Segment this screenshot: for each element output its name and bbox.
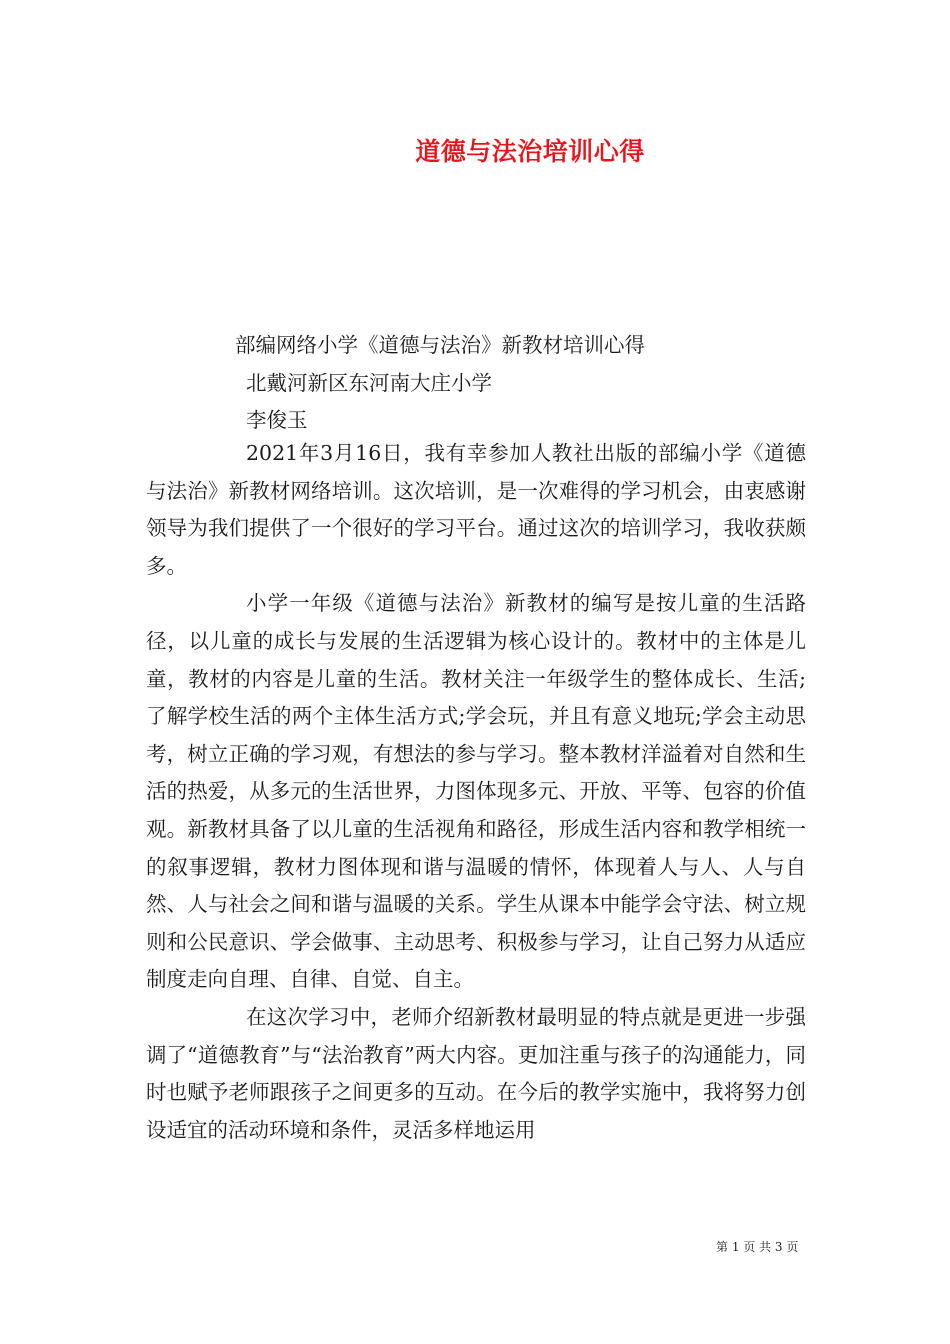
author-name: 李俊玉 [246,408,308,432]
article-body [146,435,806,1149]
paragraph: 在这次学习中，老师介绍新教材最明显的特点就是更进一步强调了“道德教育”与“法治教育”两大内容。更加注重与孩子的沟通能力，同时也赋予老师跟孩子之间更多的互动。在今后的教学实施中，我将努力创设适宜的活动环境和条件，灵活多样地运用 [146,1004,806,1142]
article-subtitle: 部编网络小学《道德与法治》新教材培训心得 [235,333,645,357]
document-title: 道德与法治培训心得 [415,137,645,166]
school-name: 北戴河新区东河南大庄小学 [246,371,492,395]
paragraph: 2021年3月16日，我有幸参加人教社出版的部编小学《道德与法治》新教材网络培训。这次培训，是一次难得的学习机会，由衷感谢领导为我们提供了一个很好的学习平台。通过这次的培训学习，我收获颇多。 [146,441,806,578]
paragraph: 小学一年级《道德与法治》新教材的编写是按儿童的生活路径，以儿童的成长与发展的生活逻辑为核心设计的。教材中的主体是儿童，教材的内容是儿童的生活。教材关注一年级学生的整体成长、生活;了解学校生活的两个主体生活方式;学会玩，并且有意义地玩;学会主动思考，树立正确的学习观，有想法的参与学习。整本教材洋溢着对自然和生活的热爱，从多元的生活世界，力图体现多元、开放、平等、包容的价值观。新教材具备了以儿童的生活视角和路径，形成生活内容和教学相统一的叙事逻辑，教材力图体现和谐与温暖的情怀，体现着人与人、人与自然、人与社会之间和谐与温暖的关系。学生从课本中能学会守法、树立规则和公民意识、学会做事、主动思考、积极参与学习，让自己努力从适应制度走向自理、自律、自觉、自主。 [146,591,806,992]
page-footer: 第 1 页 共 3 页 [716,1240,799,1254]
